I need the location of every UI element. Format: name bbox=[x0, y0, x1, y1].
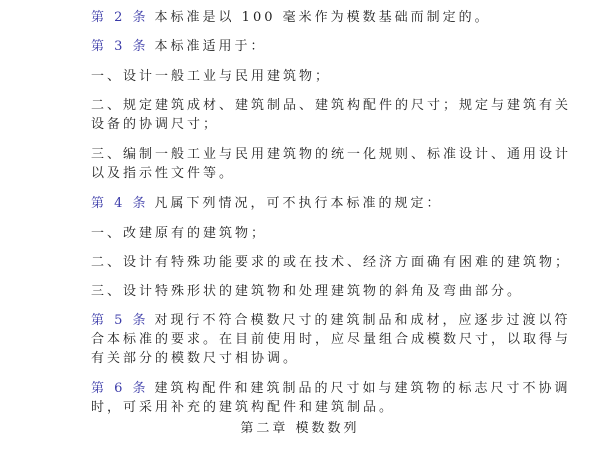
article-paragraph bbox=[91, 379, 571, 417]
list-item bbox=[91, 96, 572, 134]
list-item bbox=[91, 282, 524, 301]
text-line: 合本标准的要求。在目前使用时，应尽量组合成模数尺寸，以取得与 bbox=[91, 332, 572, 347]
list-item bbox=[91, 253, 572, 272]
list-item bbox=[91, 67, 521, 86]
text-line: 设备的协调尺寸； bbox=[91, 117, 220, 132]
text-line: 三、设计特殊形状的建筑物和处理建筑物的斜角及弯曲部分。 bbox=[91, 284, 524, 299]
article-label: 第 2 条 bbox=[91, 10, 149, 25]
text-line: 三、编制一般工业与民用建筑物的统一化规则、标准设计、通用设计 bbox=[91, 147, 572, 162]
article-label: 第 3 条 bbox=[91, 39, 149, 54]
text-line: 二、规定建筑成材、建筑制品、建筑构配件的尺寸；规定与建筑有关 bbox=[91, 98, 572, 113]
text-line: 第 5 条 对现行不符合模数尺寸的建筑制品和成材，应逐步过渡以符 bbox=[91, 313, 571, 328]
text-line: 二、设计有特殊功能要求的或在技术、经济方面确有困难的建筑物； bbox=[91, 255, 572, 270]
article-paragraph bbox=[91, 8, 521, 27]
text-line: 第 4 条 凡属下列情况，可不执行本标准的规定： bbox=[91, 196, 443, 211]
article-paragraph bbox=[91, 311, 572, 368]
article-paragraph bbox=[91, 37, 521, 56]
text-line: 以及指示性文件等。 bbox=[91, 166, 236, 181]
text-line: 一、改建原有的建筑物； bbox=[91, 226, 268, 241]
text-line: 第 6 条 建筑构配件和建筑制品的尺寸如与建筑物的标志尺寸不协调 bbox=[91, 381, 571, 396]
article-paragraph bbox=[91, 194, 521, 213]
article-label: 第 6 条 bbox=[91, 381, 149, 396]
article-label: 第 5 条 bbox=[91, 313, 149, 328]
text-line: 一、设计一般工业与民用建筑物； bbox=[91, 69, 332, 84]
text-line: 第 3 条 本标准适用于： bbox=[91, 39, 267, 54]
list-item bbox=[91, 224, 521, 243]
text-line: 时，可采用补充的建筑构配件和建筑制品。 bbox=[91, 400, 396, 415]
list-item bbox=[91, 145, 572, 183]
text-line: 第 2 条 本标准是以 100 毫米作为模数基础而制定的。 bbox=[91, 10, 491, 25]
article-label: 第 4 条 bbox=[91, 196, 149, 211]
chapter-heading: 第二章 模数数列 bbox=[240, 421, 360, 436]
text-line: 有关部分的模数尺寸相协调。 bbox=[91, 351, 300, 366]
